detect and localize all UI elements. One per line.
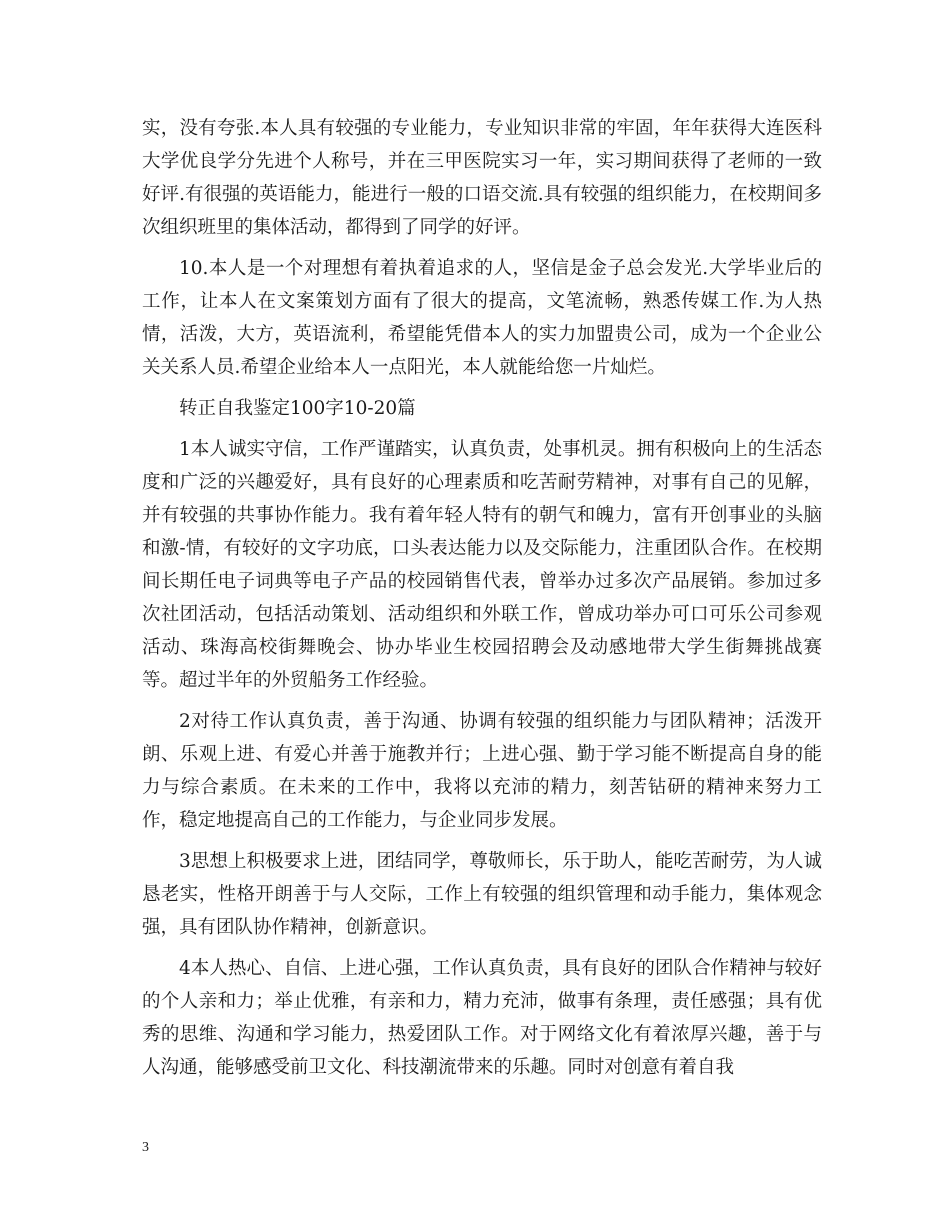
paragraph-continuation: 实，没有夸张.本人具有较强的专业能力，专业知识非常的牢固，年年获得大连医科大学优良学分先进个人称号，并在三甲医院实习一年，实习期间获得了老师的一致好评.有很强的英语能力，能进行一般的口语交流.具有较强的组织能力，在校期间多次组织班里的集体活动，都得到了同学的好评。 xyxy=(142,118,822,238)
page-number: 3 xyxy=(142,1140,149,1155)
paragraph-item-3: 3思想上积极要求上进，团结同学，尊敬师长，乐于助人，能吃苦耐劳，为人诚恳老实，性格开朗善于与人交际，工作上有较强的组织管理和动手能力，集体观念强，具有团队协作精神，创新意识。 xyxy=(142,851,822,938)
paragraph-item-4: 4本人热心、自信、上进心强，工作认真负责，具有良好的团队合作精神与较好的个人亲和力；举止优雅，有亲和力，精力充沛，做事有条理，责任感强；具有优秀的思维、沟通和学习能力，热爱团队工作。对于网络文化有着浓厚兴趣，善于与人沟通，能够感受前卫文化、科技潮流带来的乐趣。同时对创意有着自我 xyxy=(142,958,822,1078)
paragraph-item-1: 1本人诚实守信，工作严谨踏实，认真负责，处事机灵。拥有积极向上的生活态度和广泛的兴趣爱好，具有良好的心理素质和吃苦耐劳精神，对事有自己的见解，并有较强的共事协作能力。我有着年轻人特有的朝气和魄力，富有开创事业的头脑和激-情，有较好的文字功底，口头表达能力以及交际能力，注重团队合作。在校期间长期任电子词典等电子产品的校园销售代表，曾举办过多次产品展销。参加过多次社团活动，包括活动策划、活动组织和外联工作，曾成功举办可口可乐公司参观活动、珠海高校街舞晚会、协办毕业生校园招聘会及动感地带大学生街舞挑战赛等。超过半年的外贸船务工作经验。 xyxy=(142,439,822,691)
paragraph-item-2: 2对待工作认真负责，善于沟通、协调有较强的组织能力与团队精神；活泼开朗、乐观上进、有爱心并善于施教并行；上进心强、勤于学习能不断提高自身的能力与综合素质。在未来的工作中，我将以充沛的精力，刻苦钻研的精神来努力工作，稳定地提高自己的工作能力，与企业同步发展。 xyxy=(142,711,822,831)
paragraph-item-10: 10.本人是一个对理想有着执着追求的人，坚信是金子总会发光.大学毕业后的工作，让本人在文案策划方面有了很大的提高，文笔流畅，熟悉传媒工作.为人热情，活泼，大方，英语流利，希望能凭借本人的实力加盟贵公司，成为一个企业公关关系人员.希望企业给本人一点阳光，本人就能给您一片灿烂。 xyxy=(142,258,822,378)
section-heading: 转正自我鉴定100字10-20篇 xyxy=(179,398,416,419)
document-body xyxy=(142,112,822,1092)
